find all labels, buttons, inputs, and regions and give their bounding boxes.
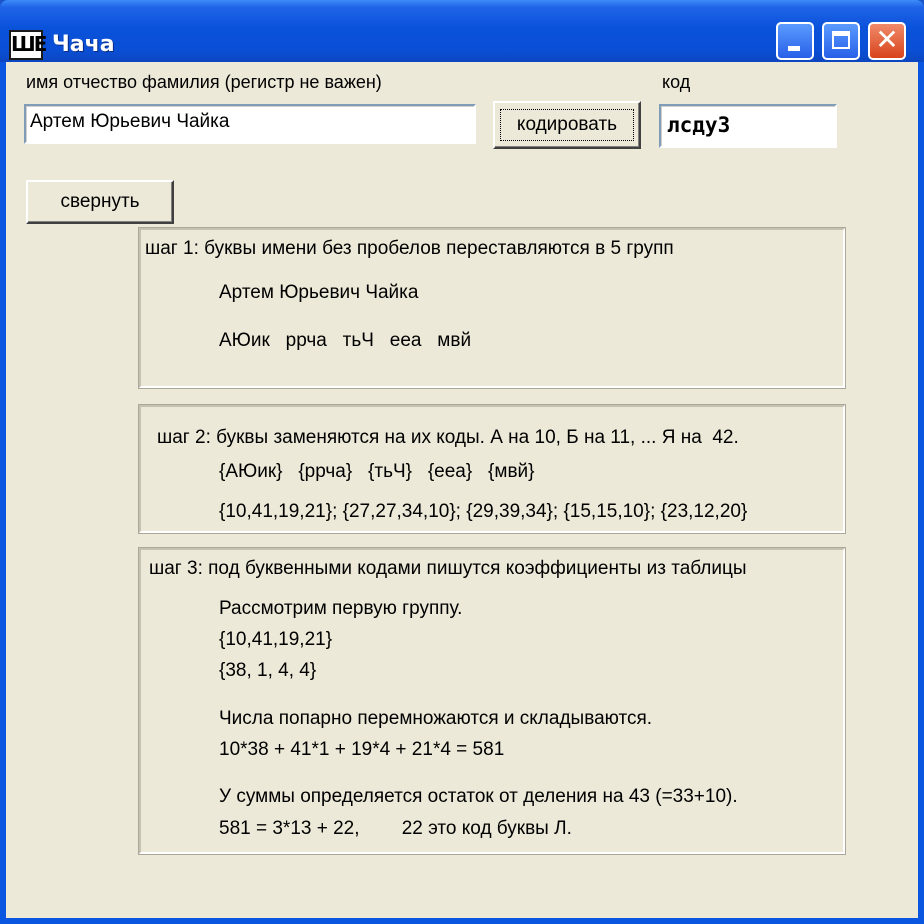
step2-title: шаг 2: буквы заменяются на их коды. А на 10, Б на 11, ... Я на 42. [157,427,739,448]
step3-line-2: {10,41,19,21} [219,629,333,650]
minimize-icon [788,46,800,51]
name-input[interactable]: Артем Юрьевич Чайка [24,104,476,144]
encode-button[interactable] [493,101,641,149]
step3-line-5: 10*38 + 41*1 + 19*4 + 21*4 = 581 [219,739,505,760]
focus-ring [500,109,634,141]
step3-line-3: {38, 1, 4, 4} [219,660,317,681]
step1-groups-line: АЮик ррча тьЧ ееа мвй [219,330,472,351]
code-output[interactable]: лсду3 [659,104,837,148]
minimize-button[interactable] [776,22,814,60]
title-bar[interactable] [0,0,924,62]
step1-title: шаг 1: буквы имени без пробелов переставляются в 5 групп [145,238,674,259]
client-area [6,62,918,918]
step2-codes-line: {10,41,19,21}; {27,27,34,10}; {29,39,34}; {15,15,10}; {23,12,20} [219,501,748,522]
app-icon: ШЕ [9,30,43,60]
maximize-icon [832,31,850,49]
step3-line-6: У суммы определяется остаток от деления на 43 (=33+10). [219,786,738,807]
step3-line-7: 581 = 3*13 + 22, 22 это код буквы Л. [219,818,572,839]
code-label: код [662,72,691,92]
step2-panel [139,405,845,533]
step2-groups-line: {АЮик} {ррча} {тьЧ} {ееа} {мвй} [219,461,535,482]
encode-button-label: кодировать [516,114,618,135]
collapse-button[interactable]: свернуть [26,180,174,224]
step3-line-4: Числа попарно перемножаются и складываются. [219,708,653,729]
close-icon: ✕ [875,23,899,56]
step1-name-line: Артем Юрьевич Чайка [219,282,419,303]
step3-panel [139,548,845,854]
maximize-button[interactable] [822,22,860,60]
name-label: имя отчество фамилия (регистр не важен) [26,72,382,92]
step3-line-1: Рассмотрим первую группу. [219,598,463,619]
window-title: Чача [52,32,115,57]
step3-title: шаг 3: под буквенными кодами пишутся коэффициенты из таблицы [149,558,747,579]
step1-panel [139,228,845,388]
close-button[interactable] [868,22,906,60]
